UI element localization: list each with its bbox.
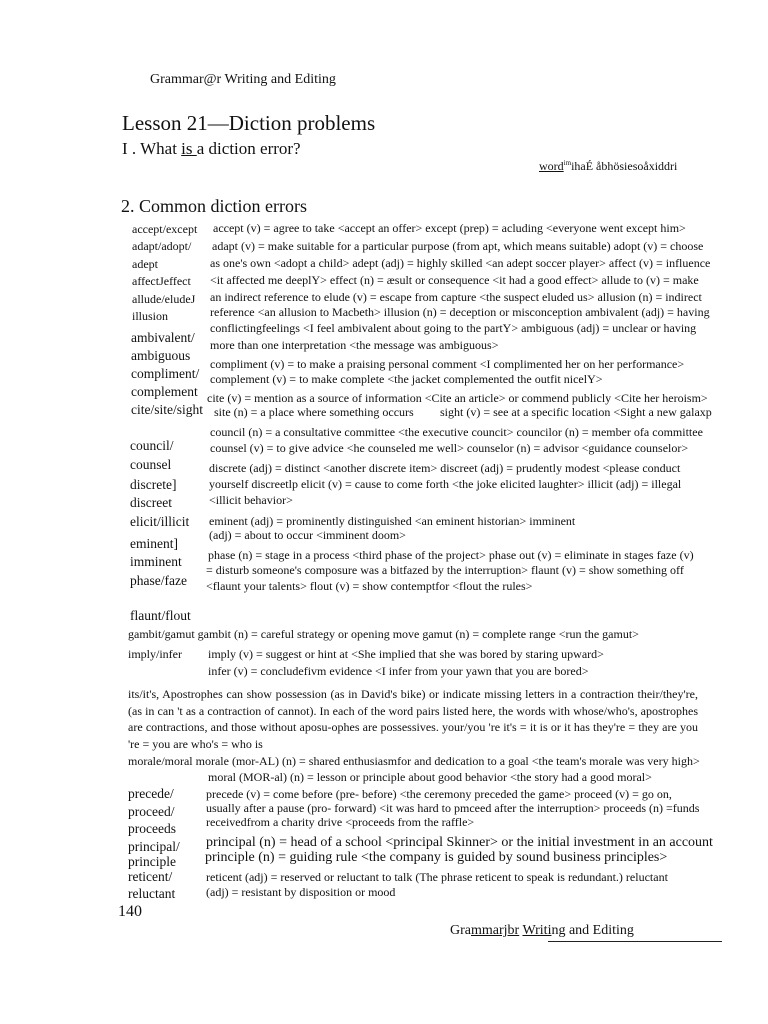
definition-line: conflictingfeelings <I feel ambivalent about going to the partY> ambiguous (adj) = unclear or having	[210, 321, 697, 335]
definition-line: = disturb someone's composure was a bitfazed by the interruption> flaunt (v) = show something off	[206, 563, 684, 577]
definition-line: <illicit behavior>	[209, 493, 293, 507]
definition-line: reticent (adj) = reserved or reluctant to talk (The phrase reticent to speak is redundant.) reluctant	[206, 870, 668, 884]
definition-line: site (n) = a place where something occurs	[214, 405, 414, 419]
term-accept-except: accept/except	[132, 222, 198, 236]
page-number: 140	[118, 903, 142, 920]
definition-line: accept (v) = agree to take <accept an offer> except (prep) = acluding <everyone went except him>	[213, 221, 686, 235]
definition-line: discrete (adj) = distinct <another discrete item> discreet (adj) = prudently modest <please conduct	[209, 461, 681, 475]
garbled-underlined: word	[539, 159, 564, 173]
term-reluctant: reluctant	[128, 886, 176, 901]
definition-line: (adj) = resistant by disposition or mood	[206, 885, 396, 899]
term-eminent: eminent]	[130, 536, 178, 551]
term-reticent: reticent/	[128, 869, 173, 884]
garbled-superscript: im	[563, 159, 572, 167]
term-imply-infer: imply/infer	[128, 647, 182, 661]
definition-line: principal (n) = head of a school <principal Skinner> or the initial investment in an account	[206, 835, 713, 850]
term-complement: complement	[131, 384, 198, 399]
definition-line: eminent (adj) = prominently distinguished <an eminent historian> imminent	[209, 514, 576, 528]
definition-line: sight (v) = see at a specific location <Sight a new galaxp	[440, 405, 712, 419]
term-allude-elude: allude/eludeJ	[132, 292, 196, 306]
definition-line: moral (MOR-al) (n) = lesson or principle about good behavior <the story had a good moral>	[208, 770, 652, 784]
definition-line: cite (v) = mention as a source of information <Cite an article> or commend publicly <Cite her heroism>	[207, 391, 708, 405]
definition-line: infer (v) = concludefivm evidence <I infer from your yawn that you are bored>	[208, 664, 589, 678]
term-illusion: illusion	[132, 309, 169, 323]
morale-moral-line: morale/moral morale (mor-AL) (n) = shared enthusiasmfor and dedication to a goal <the team's morale was very high>	[128, 754, 700, 768]
question-one-prefix: I . What	[122, 139, 182, 158]
question-one	[122, 139, 301, 159]
term-proceed: proceed/	[128, 804, 175, 819]
garbled-rest: ihaÉ åbhösiesoåxiddri	[571, 159, 678, 173]
definition-line: principle (n) = guiding rule <the company is guided by sound business principles>	[205, 850, 668, 865]
running-header: Grammar@r Writing and Editing	[150, 72, 336, 87]
definition-line: receivedfrom a charity drive <proceeds from the raffle>	[206, 815, 475, 829]
footer-title-part: ng and Editing	[551, 923, 634, 938]
definition-line: adapt (v) = make suitable for a particular purpose (from apt, which means suitable) adopt (v) = choose	[212, 239, 704, 253]
definition-line: <flaunt your talents> flout (v) = show contemptfor <flout the rules>	[206, 579, 533, 593]
definition-line: reference <an allusion to Macbeth> illusion (n) = deception or misconception ambivalent (adj) = having	[210, 305, 710, 319]
footer-title-part: mmarjbr	[471, 923, 520, 938]
term-ambiguous: ambiguous	[131, 348, 191, 363]
apostrophe-paragraph: its/it's, Apostrophes can show possession (as in David's bike) or indicate missing letters in a contraction their/they're, (as in can 't as a contraction of cannot). In each of the word pairs listed here, the words with whose/who's, apostrophes are contractions, and those without aposu-ophes are possessives. your/you 're it's = it is or it has they're = they are you 're = you are who's = who is	[128, 687, 698, 751]
definition-line: yourself discreetlp elicit (v) = cause to come forth <the joke elicited laughter> illicit (adj) = illegal	[209, 477, 682, 491]
term-precede: precede/	[128, 786, 174, 801]
term-counsel: counsel	[130, 457, 172, 472]
term-phase-faze: phase/faze	[130, 573, 187, 588]
term-ambivalent: ambivalent/	[131, 330, 195, 345]
term-adapt-adopt: adapt/adopt/	[132, 239, 192, 253]
definition-line: precede (v) = come before (pre- before) <the ceremony preceded the game> proceed (v) = go on,	[206, 787, 672, 801]
definition-line: more than one interpretation <the message was ambiguous>	[210, 338, 499, 352]
term-cite-site-sight: cite/site/sight	[131, 402, 203, 417]
term-principal: principal/	[128, 839, 180, 854]
definition-line: an indirect reference to elude (v) = escape from capture <the suspect eluded us> allusion (n) = indirect	[210, 290, 702, 304]
term-flaunt-flout: flaunt/flout	[130, 608, 191, 623]
definition-line: compliment (v) = to make a praising personal comment <I complimented her on her performance>	[210, 357, 685, 371]
footer-title-part: Gra	[450, 923, 471, 938]
term-discrete: discrete]	[130, 477, 177, 492]
footer-rule	[548, 941, 722, 942]
definition-line: imply (v) = suggest or hint at <She implied that she was bored by staring upward>	[208, 647, 604, 661]
term-principle: principle	[128, 854, 176, 869]
question-one-suffix: a diction error?	[196, 139, 301, 158]
definition-line: counsel (v) = to give advice <he counseled me well> counselor (n) = advisor <guidance counselor>	[210, 441, 689, 455]
term-elicit-illicit: elicit/illicit	[130, 514, 190, 529]
definition-line: as one's own <adopt a child> adept (adj) = highly skilled <an adept soccer player> affect (v) = influence	[210, 256, 711, 270]
term-affect-effect: affectJeffect	[132, 274, 191, 288]
term-adept: adept	[132, 257, 158, 271]
lesson-title: Lesson 21—Diction problems	[122, 111, 376, 135]
footer-title	[450, 923, 634, 939]
definition-line: <it affected me deeplY> effect (n) = æsult or consequence <it had a good effect> allude to (v) = make	[210, 273, 699, 287]
term-discreet: discreet	[130, 495, 172, 510]
term-council: council/	[130, 438, 174, 453]
definition-line: phase (n) = stage in a process <third phase of the project> phase out (v) = eliminate in stages faze (v)	[208, 548, 694, 562]
section-two-title: 2. Common diction errors	[121, 196, 307, 216]
definition-line: usually after a pause (pro- forward) <it was hard to pmceed after the interruption> proceeds (n) =funds	[206, 801, 700, 815]
garbled-text	[539, 159, 677, 174]
term-proceeds: proceeds	[128, 821, 176, 836]
term-imminent: imminent	[130, 554, 182, 569]
term-compliment: compliment/	[131, 366, 200, 381]
question-one-underlined: is	[181, 139, 197, 158]
definition-line: council (n) = a consultative committee <the executive councit> councilor (n) = member ofa committee	[210, 425, 703, 439]
gambit-gamut-line: gambit/gamut gambit (n) = careful strategy or opening move gamut (n) = complete range <run the gamut>	[128, 627, 639, 641]
definition-line: complement (v) = to make complete <the jacket complemented the outfit nicelY>	[210, 372, 603, 386]
definition-line: (adj) = about to occur <imminent doom>	[209, 528, 406, 542]
footer-title-part: Writi	[522, 923, 552, 938]
